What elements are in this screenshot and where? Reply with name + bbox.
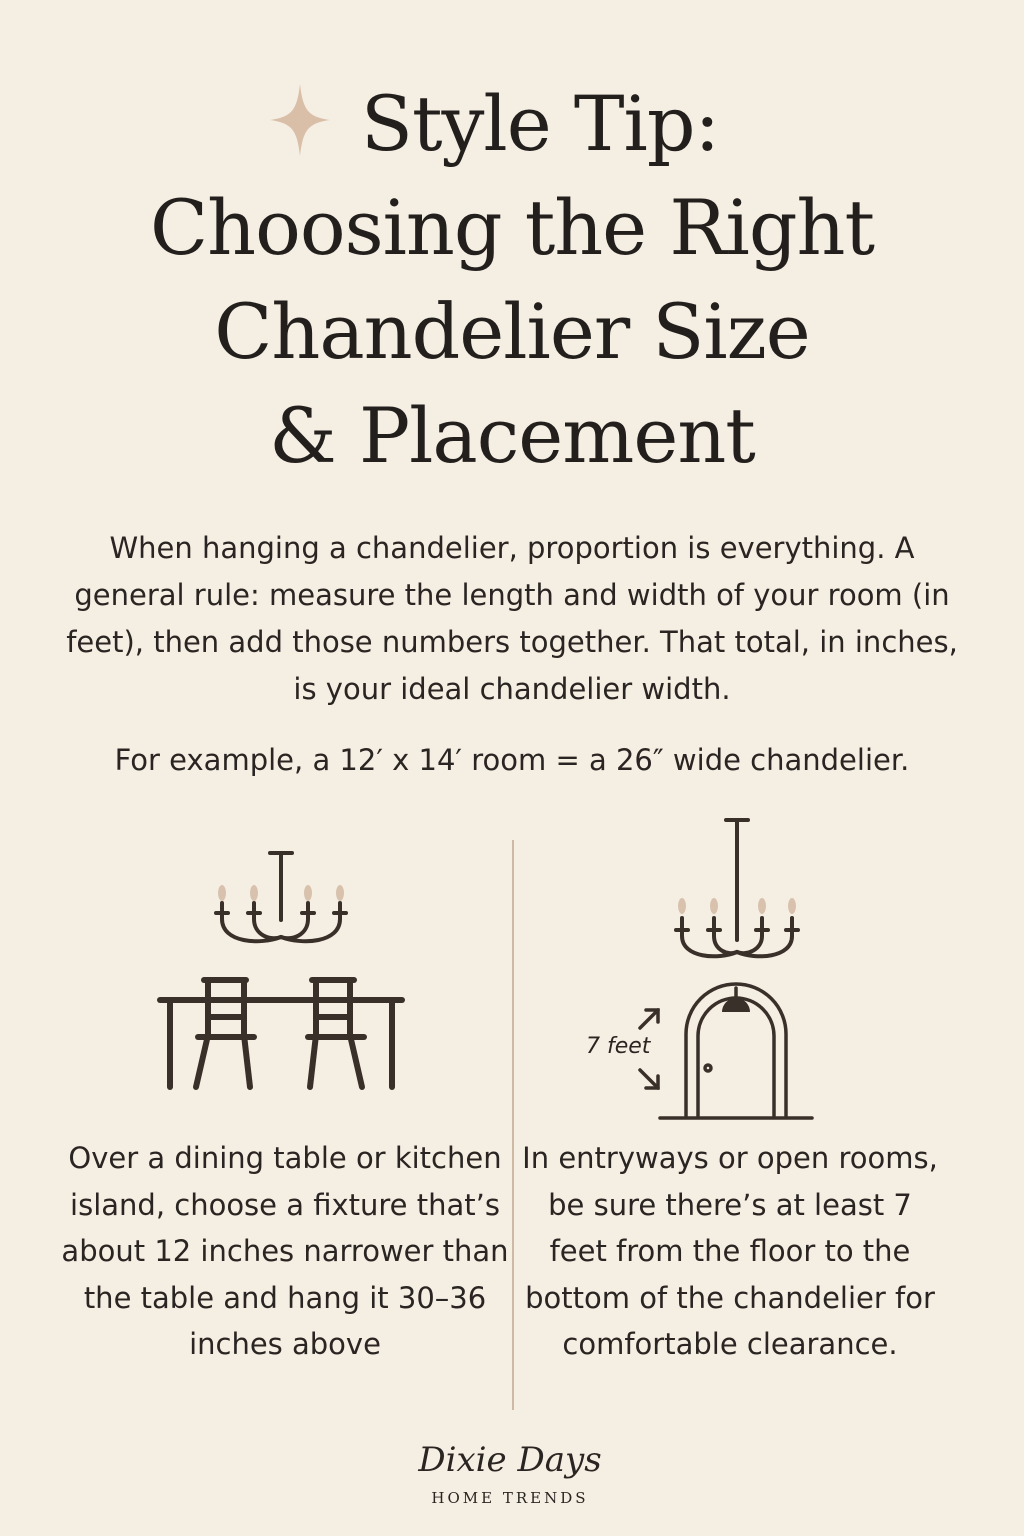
- chandelier-over-dining-table-icon: [150, 845, 415, 1095]
- title-line-3: Chandelier Size: [214, 287, 810, 376]
- title-line-1: Style Tip:: [360, 79, 720, 168]
- title-line-4: & Placement: [269, 391, 755, 480]
- chandelier-over-doorway-icon: [630, 812, 830, 1122]
- example-text: For example, a 12′ x 14′ room = a 26″ wide chandelier.: [114, 743, 910, 777]
- entryway-caption: In entryways or open rooms, be sure there’s at least 7 feet from the floor to the bottom of the chandelier for comfortable clearance.: [522, 1141, 938, 1361]
- dining-caption: Over a dining table or kitchen island, choose a fixture that’s about 12 inches narrower than the table and hang it 30–36 inches above: [61, 1141, 509, 1361]
- title-line-2: Choosing the Right: [150, 183, 874, 272]
- page-title: [0, 72, 1024, 488]
- column-divider: [512, 840, 514, 1410]
- clearance-label: 7 feet: [586, 1034, 651, 1059]
- brand-logo: Dixie Days: [418, 1440, 602, 1480]
- intro-paragraph: When hanging a chandelier, proportion is everything. A general rule: measure the length and width of your room (in feet), then add those numbers together. That total, in inches, is your ideal chandelier width.: [66, 531, 958, 706]
- brand-tagline: HOME TRENDS: [431, 1489, 589, 1507]
